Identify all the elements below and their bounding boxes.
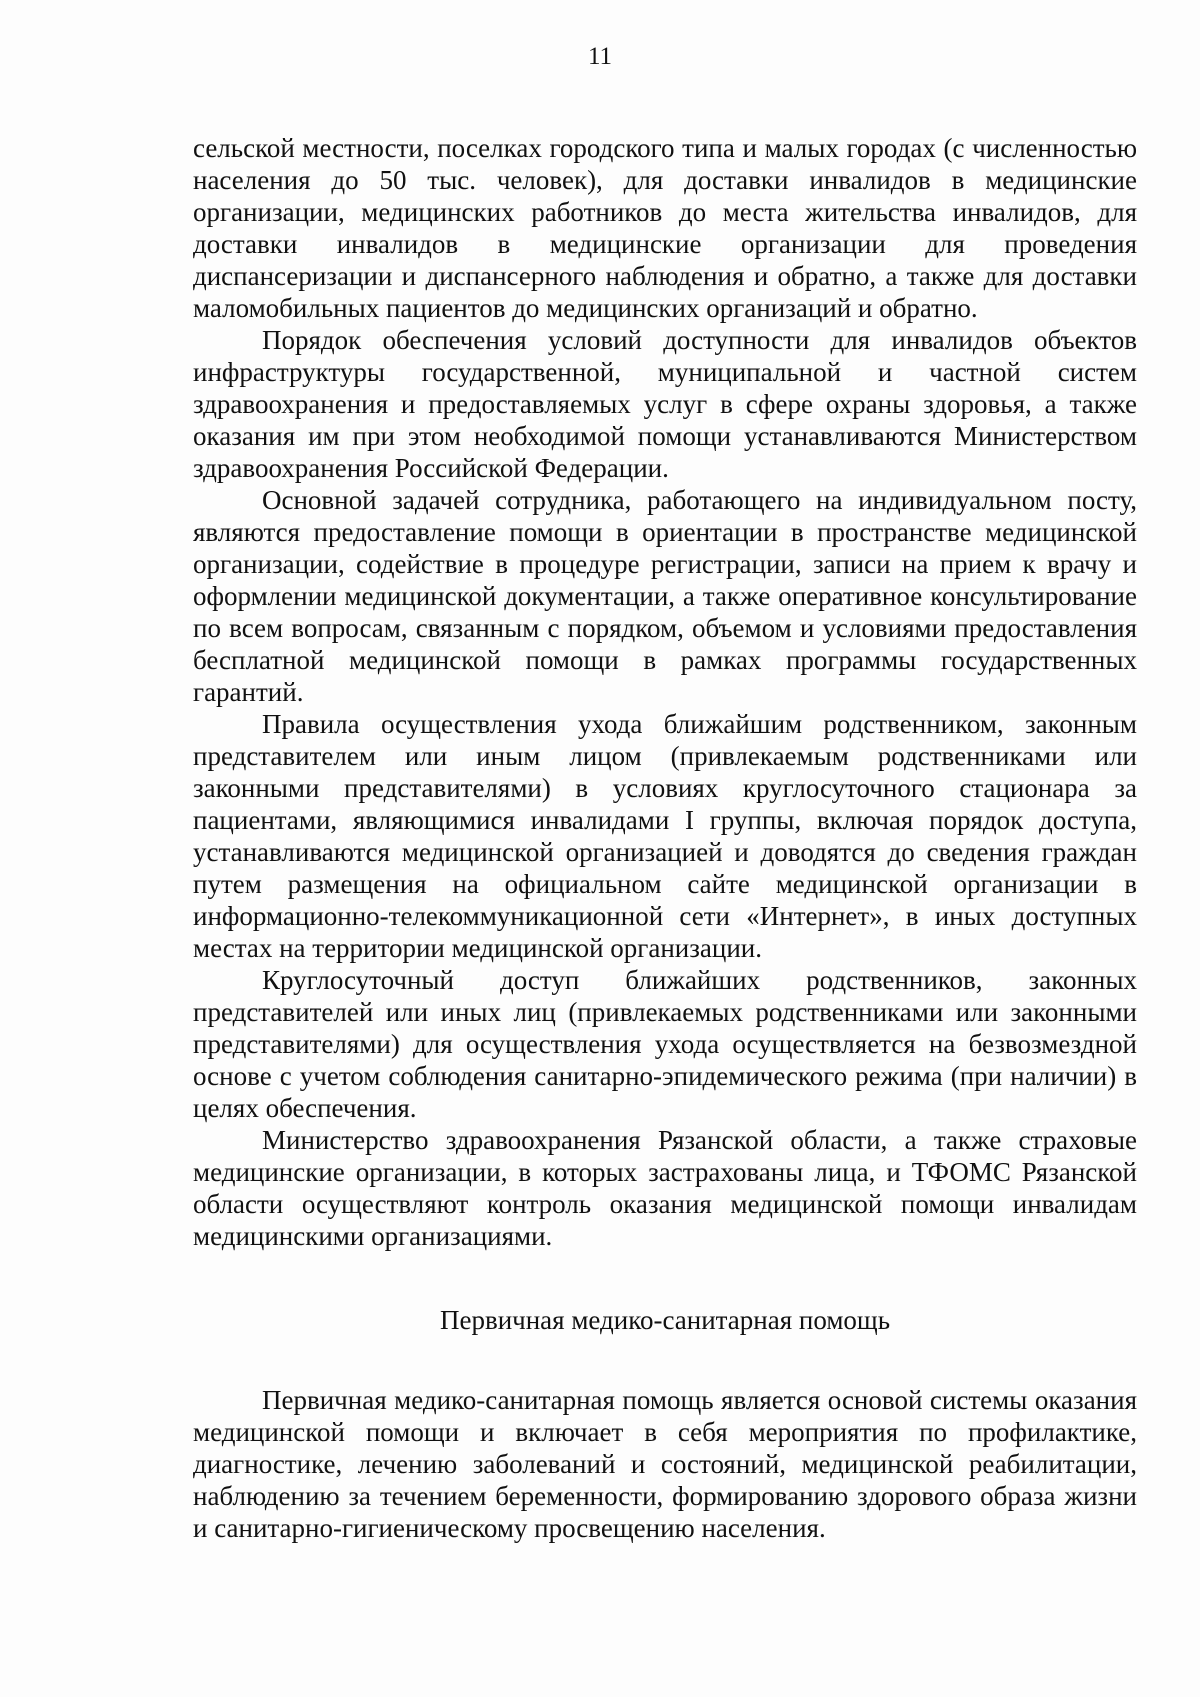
paragraph-care-rules: Правила осуществления ухода ближайшим родственником, законным представителем или иным лицом (привлекаемым родственниками или законными представителями) в условиях круглосуточного стационара за пациентами, являющимися инвалидами I группы, включая порядок доступа, устанавливаются медицинской организацией и доводятся до сведения граждан путем размещения на официальном сайте медицинской организации в информационно-телекоммуникационной сети «Интернет», в иных доступных местах на территории медицинской организации. [193,709,1137,963]
document-body [193,132,1137,1544]
paragraph-accessibility-procedure: Порядок обеспечения условий доступности для инвалидов объектов инфраструктуры государственной, муниципальной и частной систем здравоохранения и предоставляемых услуг в сфере охраны здоровья, а также оказания им при этом необходимой помощи устанавливаются Министерством здравоохранения Российской Федерации. [193,325,1137,483]
page-number: 11 [587,43,613,70]
paragraph-primary-care: Первичная медико-санитарная помощь является основой системы оказания медицинской помощи и включает в себя мероприятия по профилактике, диагностике, лечению заболеваний и состояний, медицинской реабилитации, наблюдению за течением беременности, формированию здорового образа жизни и санитарно-гигиеническому просвещению населения. [193,1385,1137,1543]
paragraph-continuation: сельской местности, поселках городского типа и малых городах (с численностью населения до 50 тыс. человек), для доставки инвалидов в медицинские организации, медицинских работников до места жительства инвалидов, для доставки инвалидов в медицинские организации для проведения диспансеризации и диспансерного наблюдения и обратно, а также для доставки маломобильных пациентов до медицинских организаций и обратно. [193,133,1137,323]
section-heading: Первичная медико-санитарная помощь [439,1305,891,1335]
paragraph-round-the-clock-access: Круглосуточный доступ ближайших родственников, законных представителей или иных лиц (привлекаемых родственниками или законными представителями) для осуществления ухода осуществляется на безвозмездной основе с учетом соблюдения санитарно-эпидемического режима (при наличии) в целях обеспечения. [193,965,1137,1123]
paragraph-control: Министерство здравоохранения Рязанской области, а также страховые медицинские организации, в которых застрахованы лица, и ТФОМС Рязанской области осуществляют контроль оказания медицинской помощи инвалидам медицинскими организациями. [193,1125,1137,1251]
paragraph-individual-post: Основной задачей сотрудника, работающего на индивидуальном посту, являются предоставление помощи в ориентации в пространстве медицинской организации, содействие в процедуре регистрации, записи на прием к врачу и оформлении медицинской документации, а также оперативное консультирование по всем вопросам, связанным с порядком, объемом и условиями предоставления бесплатной медицинской помощи в рамках программы государственных гарантий. [193,485,1137,707]
